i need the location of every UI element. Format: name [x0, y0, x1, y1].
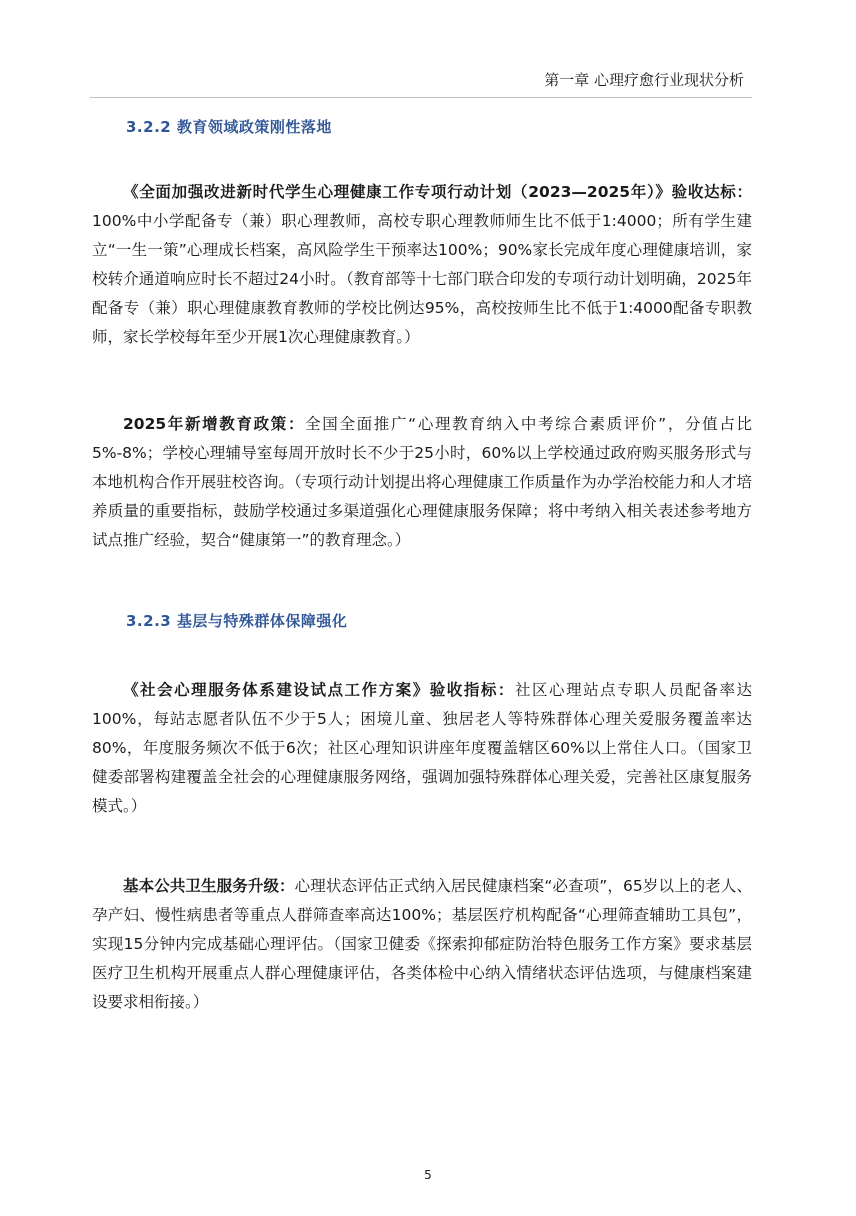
paragraph-social-psych-service-pilot [92, 676, 752, 821]
paragraph-lead: 2025年新增教育政策： [123, 415, 306, 433]
paragraph-public-health-upgrade [92, 872, 752, 1017]
paragraph-lead: 基本公共卫生服务升级： [123, 877, 295, 895]
header-rule [90, 97, 752, 98]
paragraph-body: 社区心理站点专职人员配备率达100%，每站志愿者队伍不少于5人；困境儿童、独居老人等特殊群体心理关爱服务覆盖率达80%，年度服务频次不低于6次；社区心理知识讲座年度覆盖辖区60%以上常住人口。（国家卫健委部署构建覆盖全社会的心理健康服务网络，强调加强特殊群体心理关爱，完善社区康复服务模式。） [92, 681, 752, 815]
paragraph-body: 100%中小学配备专（兼）职心理教师，高校专职心理教师师生比不低于1:4000；所有学生建立“一生一策”心理成长档案，高风险学生干预率达100%；90%家长完成年度心理健康培训，家校转介通道响应时长不超过24小时。（教育部等十七部门联合印发的专项行动计划明确，2025年配备专（兼）职心理健康教育教师的学校比例达95%，高校按师生比不低于1:4000配备专职教师，家长学校每年至少开展1次心理健康教育。） [92, 212, 752, 346]
paragraph-body: 全国全面推广“心理教育纳入中考综合素质评价”，分值占比5%-8%；学校心理辅导室每周开放时长不少于25小时，60%以上学校通过政府购买服务形式与本地机构合作开展驻校咨询。（专项行动计划提出将心理健康工作质量作为办学治校能力和人才培养质量的重要指标，鼓励学校通过多渠道强化心理健康服务保障；将中考纳入相关表述参考地方试点推广经验，契合“健康第一”的教育理念。） [92, 415, 753, 549]
section-heading-3-2-2: 3.2.2 教育领域政策刚性落地 [126, 118, 332, 136]
paragraph-body: 心理状态评估正式纳入居民健康档案“必查项”，65岁以上的老人、孕产妇、慢性病患者等重点人群筛查率高达100%；基层医疗机构配备“心理筛查辅助工具包”，实现15分钟内完成基础心理评估。（国家卫健委《探索抑郁症防治特色服务工作方案》要求基层医疗卫生机构开展重点人群心理健康评估，各类体检中心纳入情绪状态评估选项，与健康档案建设要求相衔接。） [92, 877, 752, 1011]
section-heading-3-2-3: 3.2.3 基层与特殊群体保障强化 [126, 612, 348, 630]
paragraph-lead: 《全面加强改进新时代学生心理健康工作专项行动计划（2023—2025年）》验收达标： [123, 183, 752, 201]
page-number: 5 [424, 1168, 432, 1182]
paragraph-lead: 《社会心理服务体系建设试点工作方案》验收指标： [123, 681, 515, 699]
paragraph-student-mental-health-plan [92, 178, 752, 352]
running-header: 第一章 心理疗愈行业现状分析 [544, 71, 744, 89]
paragraph-2025-education-policy [92, 410, 752, 555]
